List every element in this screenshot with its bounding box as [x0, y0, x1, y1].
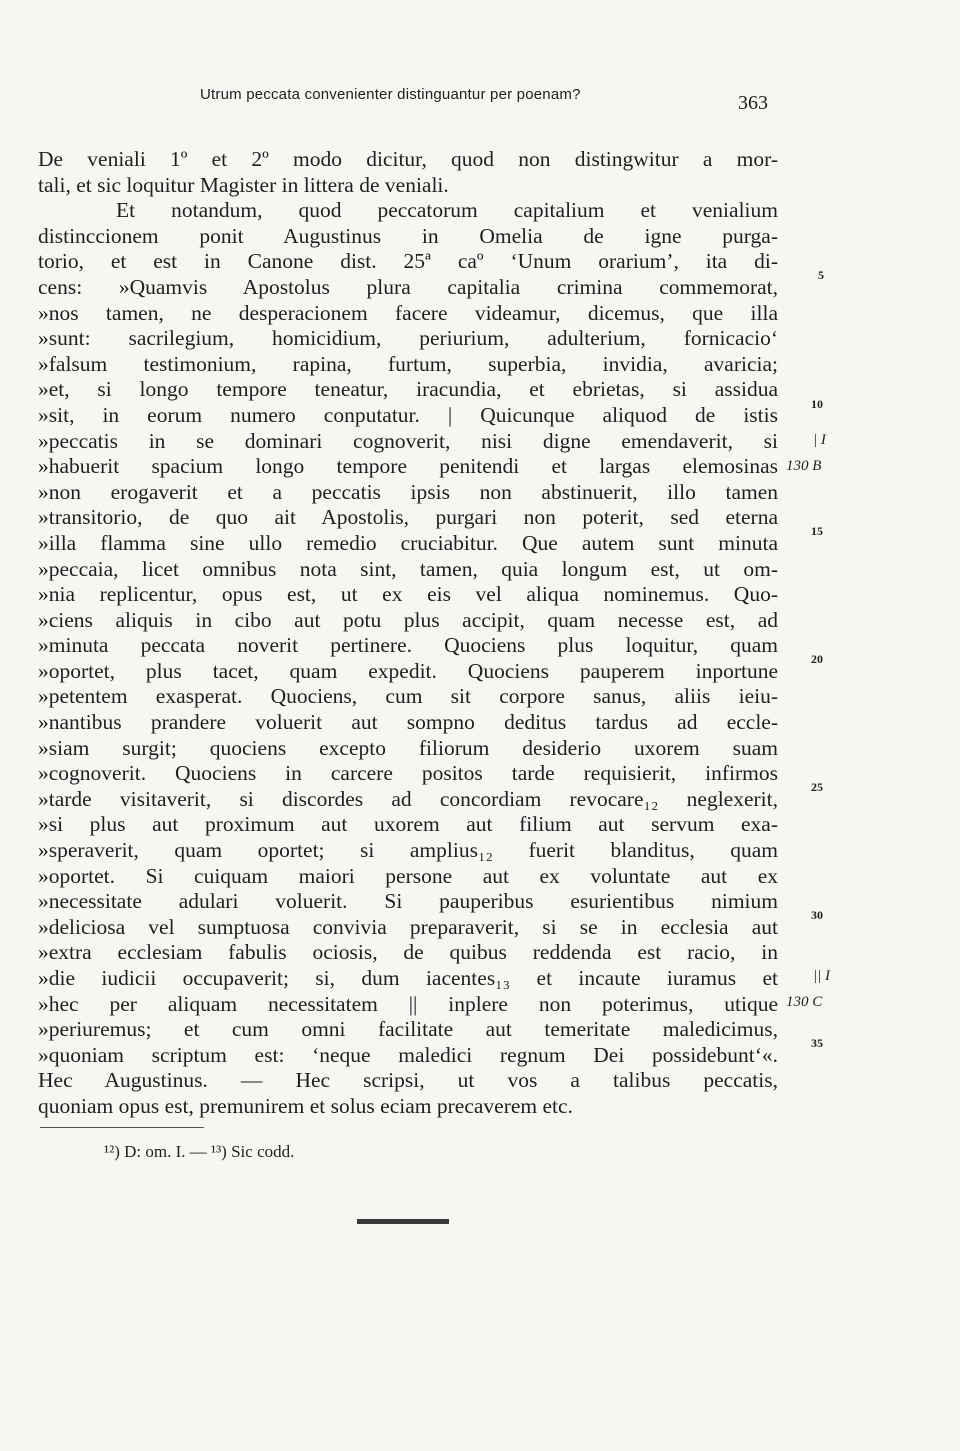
- text-line: »extra ecclesiam fabulis ociosis, de quibus reddenda est racio, in: [38, 940, 778, 965]
- margin-line-number: 35: [811, 1036, 823, 1050]
- text-line: »oportet. Si cuiquam maiori persone aut ex voluntate aut ex: [38, 863, 778, 888]
- text-line: »hec per aliquam necessitatem || inplere non poterimus, utique: [38, 991, 778, 1016]
- text-line: »peccatis in se dominari cognoverit, nisi digne emendaverit, si: [38, 428, 778, 453]
- page-number: 363: [738, 92, 768, 114]
- text-line: Et notandum, quod peccatorum capitalium et venialium: [116, 198, 778, 223]
- text-line: torio, et est in Canone dist. 25ª caº ‘Unum orarium’, ita di-: [38, 249, 778, 274]
- running-head: Utrum peccata convenienter distinguantur per poenam?: [200, 86, 581, 103]
- text-line: Hec Augustinus. — Hec scripsi, ut vos a talibus peccatis,: [38, 1068, 778, 1093]
- text-line: »die iudicii occupaverit; si, dum iacentes₁₃ et incaute iuramus et: [38, 966, 778, 990]
- text-line: »siam surgit; quociens excepto filiorum desiderio uxorem suam: [38, 735, 778, 760]
- margin-folio-ref: 130 C: [786, 994, 823, 1010]
- text-line: »habuerit spacium longo tempore penitendi et largas elemosinas: [38, 454, 778, 479]
- text-line: »speraverit, quam oportet; si amplius₁₂ fuerit blanditus, quam: [38, 838, 778, 863]
- margin-line-number: 20: [811, 652, 823, 666]
- margin-line-number: 25: [811, 780, 823, 794]
- text-line: »cognoverit. Quociens in carcere positos tarde requisierit, infirmos: [38, 761, 778, 786]
- margin-folio-ref: 130 B: [786, 458, 822, 474]
- text-line: »et, si longo tempore teneatur, iracundia, et ebrietas, si assidua: [38, 377, 778, 402]
- text-line: distinccionem ponit Augustinus in Omelia de igne purga-: [38, 223, 778, 248]
- text-line: »tarde visitaverit, si discordes ad concordiam revocare₁₂ neglexerit,: [38, 786, 778, 811]
- text-line: »nantibus prandere voluerit aut sompno deditus tardus ad eccle-: [38, 710, 778, 735]
- margin-folio-ref: | I: [813, 432, 826, 448]
- text-line: »nos tamen, ne desperacionem facere videamur, dicemus, que illa: [38, 300, 778, 325]
- end-of-chapter-rule: [357, 1219, 449, 1224]
- text-line: »ciens aliquis in cibo aut potu plus accipit, quam necesse est, ad: [38, 607, 778, 632]
- text-line: »necessitate adulari voluerit. Si pauperibus esurientibus nimium: [38, 889, 778, 914]
- margin-line-number: 10: [811, 397, 823, 411]
- text-line: »deliciosa vel sumptuosa convivia preparaverit, si se in ecclesia aut: [38, 914, 778, 939]
- text-line: »oportet, plus tacet, quam expedit. Quociens pauperem inportune: [38, 658, 778, 683]
- body-text: [38, 147, 778, 1120]
- text-line: quoniam opus est, premunirem et solus eciam precaverem etc.: [38, 1093, 573, 1118]
- text-line: »illa flamma sine ullo remedio cruciabitur. Que autem sunt minuta: [38, 530, 778, 555]
- text-line: »falsum testimonium, rapina, furtum, superbia, invidia, avaricia;: [38, 351, 778, 376]
- text-line: »nia replicentur, opus est, ut ex eis vel aliqua nominemus. Quo-: [38, 582, 778, 607]
- margin-line-number: 15: [811, 524, 823, 538]
- text-line: »sunt: sacrilegium, homicidium, periurium, adulterium, fornicacio‘: [38, 326, 778, 351]
- text-line: tali, et sic loquitur Magister in littera de veniali.: [38, 172, 449, 197]
- text-line: »quoniam scriptum est: ‘neque maledici regnum Dei possidebunt‘«.: [38, 1042, 778, 1067]
- text-line: »transitorio, de quo ait Apostolis, purgari non poterit, sed eterna: [38, 505, 778, 530]
- text-line: »petentem exasperat. Quociens, cum sit corpore sanus, aliis ieiu-: [38, 684, 778, 709]
- text-line: »minuta peccata noverit pertinere. Quociens plus loquitur, quam: [38, 633, 778, 658]
- footnote-rule: [40, 1127, 204, 1128]
- footnote-text: ¹²) D: om. I. — ¹³) Sic codd.: [104, 1142, 295, 1161]
- text-line: »non erogaverit et a peccatis ipsis non abstinuerit, illo tamen: [38, 479, 778, 504]
- text-line: »si plus aut proximum aut uxorem aut filium aut servum exa-: [38, 812, 778, 837]
- margin-folio-ref: || I: [813, 968, 830, 984]
- margin-line-number: 30: [811, 908, 823, 922]
- text-line: »periuremus; et cum omni facilitate aut temeritate maledicimus,: [38, 1017, 778, 1042]
- text-line: cens: »Quamvis Apostolus plura capitalia crimina commemorat,: [38, 274, 778, 299]
- text-line: De veniali 1º et 2º modo dicitur, quod non distingwitur a mor-: [38, 147, 778, 171]
- margin-line-number: 5: [818, 268, 824, 282]
- text-line: »sit, in eorum numero conputatur. | Quicunque aliquod de istis: [38, 402, 778, 427]
- text-line: »peccaia, licet omnibus nota sint, tamen, quia longum est, ut om-: [38, 556, 778, 581]
